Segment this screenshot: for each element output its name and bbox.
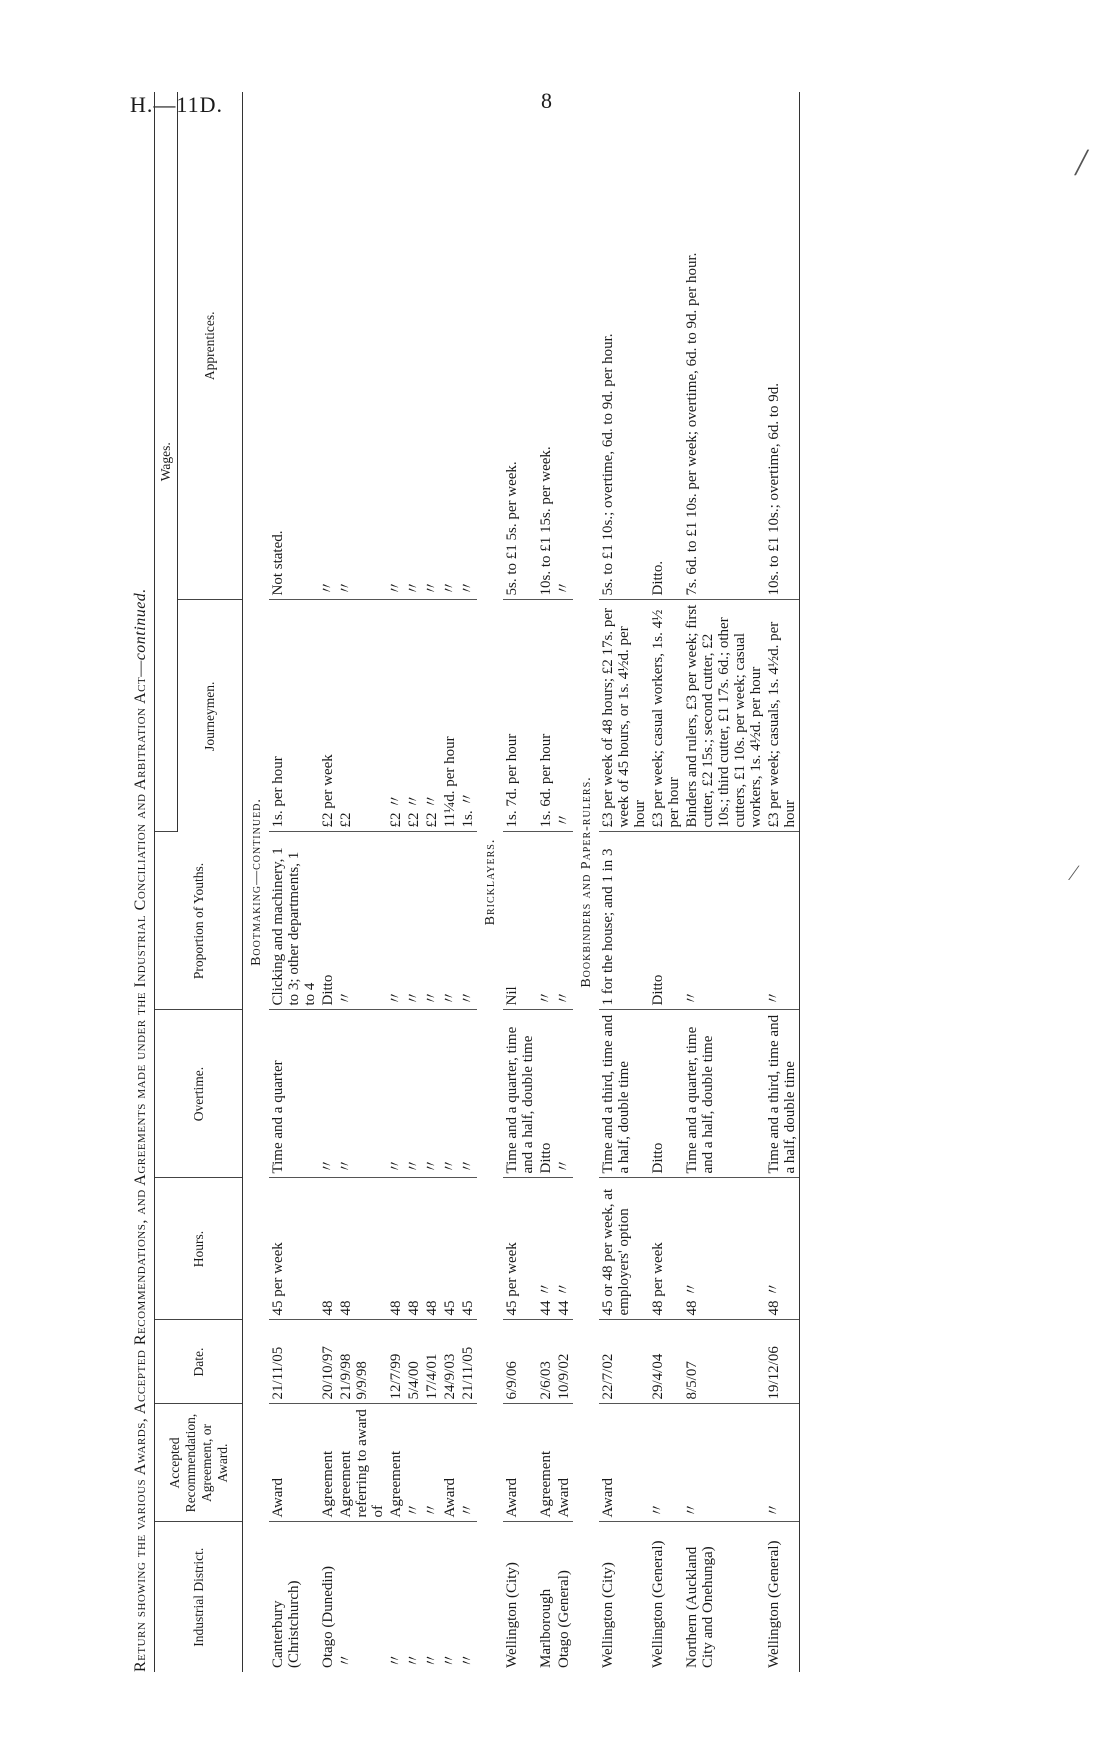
cell-date: 6/9/06	[503, 1320, 537, 1404]
cell-overtime: 〃	[387, 1010, 405, 1178]
cell-district: Wellington (General)	[650, 1540, 666, 1668]
cell-apprentices: Not stated.	[269, 92, 319, 600]
header-district: Industrial District.	[155, 1522, 243, 1672]
cell-youths: 〃	[423, 832, 441, 1010]
cell-journeymen: 1s. 〃	[459, 600, 477, 832]
cell-hours: 48 per week	[649, 1178, 683, 1320]
section-row	[573, 92, 599, 1672]
cell-hours: 48 〃	[683, 1178, 765, 1320]
cell-date: 19/12/06	[765, 1320, 800, 1404]
cell-youths: Nil	[503, 832, 537, 1010]
cell-apprentices: 〃	[387, 92, 405, 600]
cell-overtime: 〃	[319, 1010, 337, 1178]
cell-hours: 44 〃	[555, 1178, 573, 1320]
margin-mark-icon: ╱	[1075, 150, 1089, 175]
cell-overtime: 〃	[405, 1010, 423, 1178]
cell-youths: 〃	[337, 832, 387, 1010]
cell-district: Wellington (City)	[504, 1562, 520, 1668]
cell-youths: 〃	[537, 832, 555, 1010]
section-heading: Bootmaking—continued.	[249, 798, 264, 966]
cell-hours: 48	[319, 1178, 337, 1320]
cell-overtime: 〃	[459, 1010, 477, 1178]
cell-overtime: Time and a quarter	[269, 1010, 319, 1178]
cell-date: 8/5/07	[683, 1320, 765, 1404]
cell-overtime: Time and a third, time and a half, double time	[765, 1010, 800, 1178]
cell-type: Award	[599, 1404, 649, 1522]
section-heading: Bookbinders and Paper-rulers.	[579, 776, 594, 988]
cell-district: 〃	[460, 1652, 476, 1668]
cell-apprentices: 〃	[337, 92, 387, 600]
page-number: 8	[541, 88, 552, 113]
cell-overtime: 〃	[441, 1010, 459, 1178]
cell-journeymen: £2 〃	[387, 600, 405, 832]
header-wages: Wages.	[155, 92, 178, 832]
cell-apprentices: 5s. to £1 5s. per week.	[503, 92, 537, 600]
table-row	[683, 92, 765, 1672]
cell-hours: 48	[387, 1178, 405, 1320]
cell-youths: 〃	[441, 832, 459, 1010]
table-row	[649, 92, 683, 1672]
cell-type: Award	[269, 1404, 319, 1522]
header-hours: Hours.	[155, 1178, 243, 1320]
cell-date: 21/11/05	[459, 1320, 477, 1404]
cell-date: 17/4/01	[423, 1320, 441, 1404]
cell-district: Otago (Dunedin)	[320, 1565, 336, 1668]
table-row	[405, 92, 423, 1672]
cell-overtime: Ditto	[649, 1010, 683, 1178]
header-youths: Proportion of Youths.	[155, 832, 243, 1010]
cell-apprentices: 〃	[405, 92, 423, 600]
cell-type: Award	[503, 1404, 537, 1522]
table-row	[459, 92, 477, 1672]
cell-apprentices: 〃	[423, 92, 441, 600]
page-code: H.—11D.	[130, 92, 223, 117]
cell-date: 21/11/05	[269, 1320, 319, 1404]
cell-district: 〃	[406, 1652, 422, 1668]
cell-overtime: Time and a third, time and a half, double time	[599, 1010, 649, 1178]
cell-district: 〃	[388, 1652, 404, 1668]
table-row	[537, 92, 555, 1672]
cell-district: Canterbury (Christchurch)	[270, 1580, 302, 1668]
cell-apprentices: 〃	[441, 92, 459, 600]
cell-date: 5/4/00	[405, 1320, 423, 1404]
cell-overtime: Time and a quarter, time and a half, double time	[683, 1010, 765, 1178]
cell-overtime: Ditto	[537, 1010, 555, 1178]
cell-type: 〃	[683, 1404, 765, 1522]
cell-apprentices: 10s. to £1 10s.; overtime, 6d. to 9d.	[765, 92, 800, 600]
table-title: Return showing the various Awards, Accepted Recommendations, and Agreements made under the Industrial Conciliation and Arbitration Act—continued.	[132, 588, 149, 1672]
cell-date: 12/7/99	[387, 1320, 405, 1404]
cell-youths: 〃	[387, 832, 405, 1010]
section-row	[477, 92, 503, 1672]
table-row	[423, 92, 441, 1672]
header-date: Date.	[155, 1320, 243, 1404]
cell-district: Northern (Auckland City and Onehunga)	[684, 1546, 716, 1668]
header-journeymen: Journeymen.	[178, 600, 243, 832]
table-row	[599, 92, 649, 1672]
table-body	[243, 92, 800, 1672]
cell-district: 〃	[424, 1652, 440, 1668]
table-row	[387, 92, 405, 1672]
cell-hours: 45 per week	[503, 1178, 537, 1320]
table-row	[337, 92, 387, 1672]
cell-youths: 〃	[459, 832, 477, 1010]
table-row	[503, 92, 537, 1672]
cell-journeymen: 〃	[555, 600, 573, 832]
cell-youths: 1 for the house; and 1 in 3	[599, 832, 649, 1010]
awards-table	[154, 92, 800, 1672]
table-row	[765, 92, 800, 1672]
margin-mark-icon: ∕	[1072, 860, 1076, 885]
cell-date: 29/4/04	[649, 1320, 683, 1404]
cell-journeymen: 1s. 7d. per hour	[503, 600, 537, 832]
cell-type: Agreement	[537, 1404, 555, 1522]
cell-hours: 48	[423, 1178, 441, 1320]
cell-journeymen: Binders and rulers, £3 per week; first cutter, £2 15s.; second cutter, £2 10s.; third cutter, £1 17s. 6d.; other cutters, £1 10s. per week; casual workers, 1s. 4½d. per hour	[683, 600, 765, 832]
cell-apprentices: 10s. to £1 15s. per week.	[537, 92, 555, 600]
cell-apprentices: 5s. to £1 10s.; overtime, 6d. to 9d. per hour.	[599, 92, 649, 600]
cell-hours: 48	[337, 1178, 387, 1320]
cell-district: 〃	[338, 1652, 354, 1668]
cell-district: Wellington (City)	[600, 1562, 616, 1668]
cell-journeymen: £3 per week; casual workers, 1s. 4½ per hour	[649, 600, 683, 832]
cell-hours: 45 or 48 per week, at employers' option	[599, 1178, 649, 1320]
cell-overtime: 〃	[555, 1010, 573, 1178]
cell-date: 24/9/03	[441, 1320, 459, 1404]
cell-type: 〃	[765, 1404, 800, 1522]
cell-hours: 44 〃	[537, 1178, 555, 1320]
cell-district: Otago (General)	[556, 1570, 572, 1668]
cell-youths: Ditto	[649, 832, 683, 1010]
cell-type: 〃	[423, 1404, 441, 1522]
cell-journeymen: 1s. 6d. per hour	[537, 600, 555, 832]
cell-youths: 〃	[765, 832, 800, 1010]
cell-apprentices: 7s. 6d. to £1 10s. per week; overtime, 6d. to 9d. per hour.	[683, 92, 765, 600]
cell-youths: 〃	[683, 832, 765, 1010]
cell-hours: 48	[405, 1178, 423, 1320]
rotated-return-table	[128, 92, 958, 1672]
cell-apprentices: 〃	[555, 92, 573, 600]
cell-overtime: 〃	[423, 1010, 441, 1178]
cell-type: 〃	[459, 1404, 477, 1522]
cell-district: Marlborough	[538, 1588, 554, 1668]
section-heading: Bricklayers.	[483, 838, 498, 926]
cell-hours: 45 per week	[269, 1178, 319, 1320]
cell-journeymen: 11¼d. per hour	[441, 600, 459, 832]
cell-overtime: Time and a quarter, time and a half, double time	[503, 1010, 537, 1178]
header-apprentices: Apprentices.	[178, 92, 243, 600]
cell-date: 10/9/02	[555, 1320, 573, 1404]
cell-apprentices: 〃	[459, 92, 477, 600]
cell-type: Agreement referring to award of	[337, 1404, 387, 1522]
cell-type: Agreement	[387, 1404, 405, 1522]
header-accepted: Accepted Recommendation, Agreement, or Award.	[155, 1404, 243, 1522]
cell-youths: Clicking and machinery, 1 to 3; other departments, 1 to 4	[269, 832, 319, 1010]
cell-apprentices: 〃	[319, 92, 337, 600]
cell-district: Wellington (General)	[765, 1522, 800, 1672]
table-row	[555, 92, 573, 1672]
cell-youths: Ditto	[319, 832, 337, 1010]
cell-journeymen: 1s. per hour	[269, 600, 319, 832]
cell-journeymen: £2 〃	[405, 600, 423, 832]
cell-hours: 45	[459, 1178, 477, 1320]
cell-apprentices: Ditto.	[649, 92, 683, 600]
cell-date: 21/9/98 9/9/98	[337, 1320, 387, 1404]
cell-journeymen: £3 per week of 48 hours; £2 17s. per week of 45 hours, or 1s. 4½d. per hour	[599, 600, 649, 832]
cell-hours: 48 〃	[765, 1178, 800, 1320]
cell-type: 〃	[649, 1404, 683, 1522]
cell-overtime: 〃	[337, 1010, 387, 1178]
cell-youths: 〃	[555, 832, 573, 1010]
cell-type: 〃	[405, 1404, 423, 1522]
cell-district: 〃	[442, 1652, 458, 1668]
cell-journeymen: £2	[337, 600, 387, 832]
cell-journeymen: £2 per week	[319, 600, 337, 832]
cell-journeymen: £3 per week; casuals, 1s. 4½d. per hour	[765, 600, 800, 832]
cell-type: Agreement	[319, 1404, 337, 1522]
section-row	[243, 92, 270, 1672]
cell-type: Award	[555, 1404, 573, 1522]
cell-date: 20/10/97	[319, 1320, 337, 1404]
table-row	[269, 92, 319, 1672]
cell-youths: 〃	[405, 832, 423, 1010]
table-row	[441, 92, 459, 1672]
cell-date: 2/6/03	[537, 1320, 555, 1404]
cell-type: Award	[441, 1404, 459, 1522]
cell-journeymen: £2 〃	[423, 600, 441, 832]
cell-date: 22/7/02	[599, 1320, 649, 1404]
table-row	[319, 92, 337, 1672]
cell-hours: 45	[441, 1178, 459, 1320]
header-overtime: Overtime.	[155, 1010, 243, 1178]
